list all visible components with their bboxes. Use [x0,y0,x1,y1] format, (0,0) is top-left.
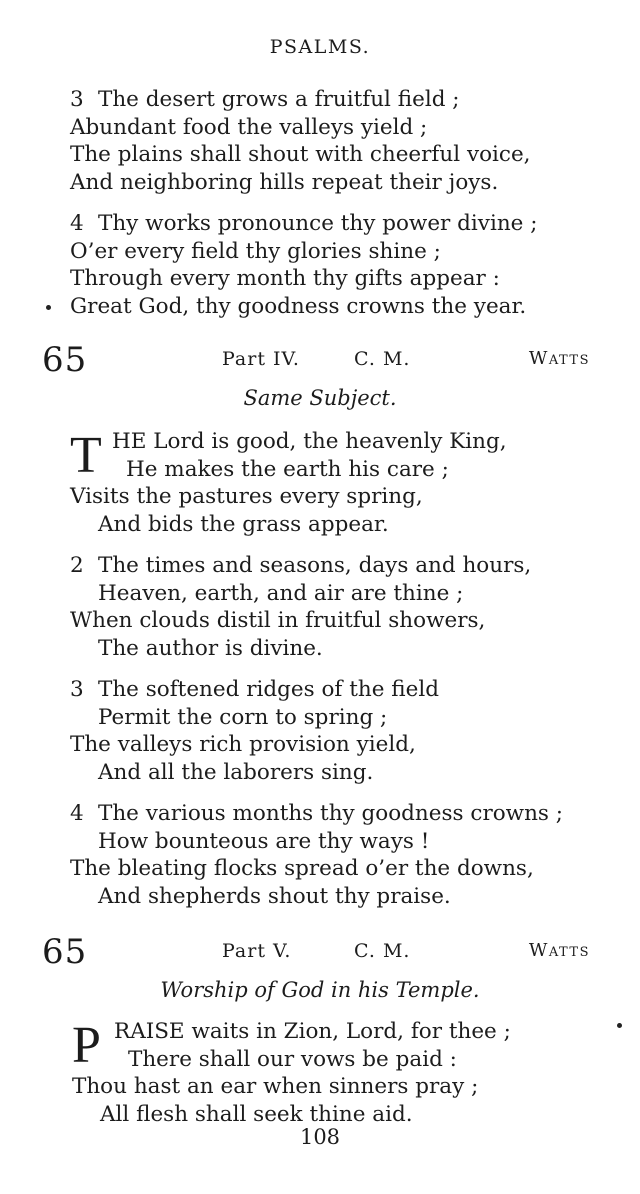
stanza-first [72,1018,622,1128]
hymn-number: 65 [42,340,88,380]
verse-line: The valleys rich provision yield, [70,732,416,758]
verse-line [70,86,620,114]
verse-line: All flesh shall seek thine aid. [100,1101,413,1127]
verse-line: And shepherds shout thy praise. [98,883,451,909]
hymn-meter: C. M. [354,940,411,962]
running-head: PSALMS. [269,36,371,58]
hymn-number: 65 [42,932,88,972]
hymn-author: Watts [528,348,590,369]
hymn-header [42,932,602,972]
verse-line [70,676,620,704]
page-number: 108 [299,1125,341,1149]
verse-line: There shall our vows be paid : [128,1046,457,1072]
verse-line: He makes the earth his care ; [126,456,449,482]
verse-text: The various months thy goodness crowns ; [98,801,564,826]
ink-speck [46,305,51,310]
verse-line: Through every month thy gifts appear : [70,266,500,292]
verse-line: And neighboring hills repeat their joys. [70,169,499,195]
verse-line: The bleating flocks spread o’er the downs, [70,856,534,882]
stanza-number: 2 [70,553,84,578]
verse-text: The desert grows a fruitful field ; [98,87,460,112]
verse-line: Heaven, earth, and air are thine ; [98,580,464,606]
hymn-part: Part V. [222,940,292,962]
verse-line [70,800,620,828]
stanza-2 [70,552,620,662]
stanza-first [70,428,620,538]
verse-line: And all the laborers sing. [98,759,374,785]
hymn-meter: C. M. [354,348,411,370]
stanza-number: 4 [70,211,84,236]
verse-line: O’er every field thy glories shine ; [70,238,441,264]
verse-line: HE Lord is good, the heavenly King, [112,429,507,454]
stanza-4 [70,800,620,910]
stanza-number: 3 [70,677,84,702]
verse-line: Abundant food the valleys yield ; [70,114,428,140]
verse-line [70,552,620,580]
verse-line: Visits the pastures every spring, [70,484,423,510]
stanza-3 [70,676,620,786]
verse-text: The times and seasons, days and hours, [98,553,532,578]
hymn-part: Part IV. [222,348,300,370]
stanza-top-4 [70,210,620,320]
verse-line: When clouds distil in fruitful showers, [70,608,486,634]
stanza-number: 3 [70,87,84,112]
hymn-subject: Worship of God in his Temple. [160,978,480,1002]
verse-line [70,210,620,238]
stanza-number: 4 [70,801,84,826]
verse-line: The plains shall shout with cheerful voice, [70,142,531,168]
verse-text: The softened ridges of the field [98,677,439,702]
drop-cap: P [72,1017,101,1074]
hymn-author: Watts [528,940,590,961]
verse-line: Great God, thy goodness crowns the year. [70,293,527,319]
hymn-header [42,340,602,380]
verse-line: Permit the corn to spring ; [98,704,388,730]
verse-line: Thou hast an ear when sinners pray ; [72,1074,479,1100]
verse-line: RAISE waits in Zion, Lord, for thee ; [114,1019,511,1044]
drop-cap: T [70,427,102,484]
verse-text: Thy works pronounce thy power divine ; [98,211,538,236]
stanza-top-3 [70,86,620,196]
verse-line: The author is divine. [98,635,323,661]
hymn-subject: Same Subject. [243,386,397,410]
verse-line: And bids the grass appear. [98,511,389,537]
ink-speck [617,1023,622,1028]
verse-line: How bounteous are thy ways ! [98,828,430,854]
